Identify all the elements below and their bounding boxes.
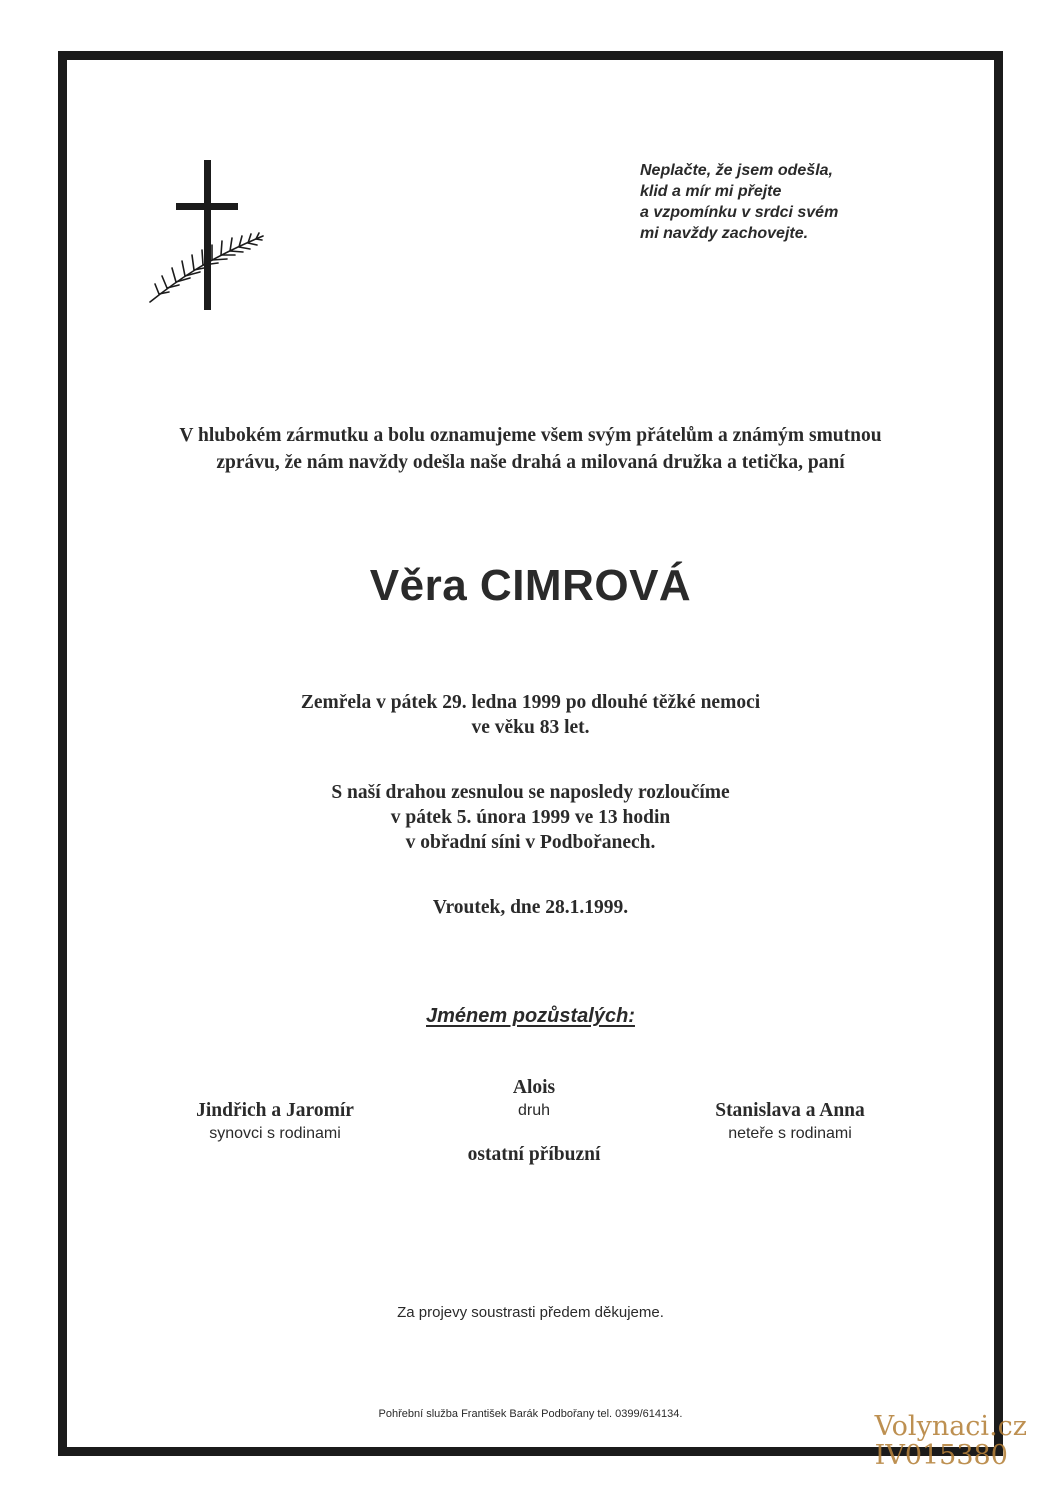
verse-line: klid a mír mi přejte [640,183,782,200]
family-name: Stanislava a Anna [715,1100,865,1121]
family-group-middle [404,1075,664,1167]
death-info-line: ve věku 83 let. [471,717,590,738]
on-behalf-heading [67,1003,994,1029]
on-behalf-label: Jménem pozůstalých: [426,1005,635,1027]
death-info-line: Zemřela v pátek 29. ledna 1999 po dlouhé těžké nemoci [300,692,761,713]
family-relation: synovci s rodinami [209,1125,341,1142]
watermark-code: IV015380 [874,1440,1008,1471]
family-group-right [660,1098,920,1145]
funeral-service-info: Pohřební služba František Barák Podbořany tel. 0399/614134. [378,1408,683,1420]
other-relatives: ostatní příbuzní [467,1144,601,1165]
verse-line: a vzpomínku v srdci svém [640,204,839,221]
family-name: Alois [512,1077,556,1098]
death-info [67,690,994,740]
place-and-date: Vroutek, dne 28.1.1999. [432,897,629,918]
farewell-line: v obřadní síni v Podbořanech. [405,832,656,853]
family-group-left [145,1098,405,1145]
family-relation: neteře s rodinami [728,1125,852,1142]
verse-line: mi navždy zachovejte. [640,225,809,242]
family-name: Jindřich a Jaromír [196,1100,354,1121]
farewell-line: S naší drahou zesnulou se naposledy rozloučíme [331,782,730,803]
cross-with-palm-icon [145,160,270,312]
watermark-site: Volynaci.cz [874,1411,1027,1442]
memorial-verse [640,160,920,244]
archive-watermark [875,1412,1027,1470]
announcement-line: V hlubokém zármutku a bolu oznamujeme všem svým přátelům a známým smutnou [179,425,882,446]
farewell-info [67,780,994,855]
announcement-text [67,422,994,476]
verse-line: Neplačte, že jsem odešla, [640,162,833,179]
deceased-name: Věra CIMROVÁ [369,561,692,610]
announcement-line: zprávu, že nám navždy odešla naše drahá a milovaná družka a tetička, paní [216,452,845,473]
family-relation: druh [517,1102,551,1119]
farewell-line: v pátek 5. února 1999 ve 13 hodin [390,807,671,828]
thanks-note: Za projevy soustrasti předem děkujeme. [397,1304,664,1321]
